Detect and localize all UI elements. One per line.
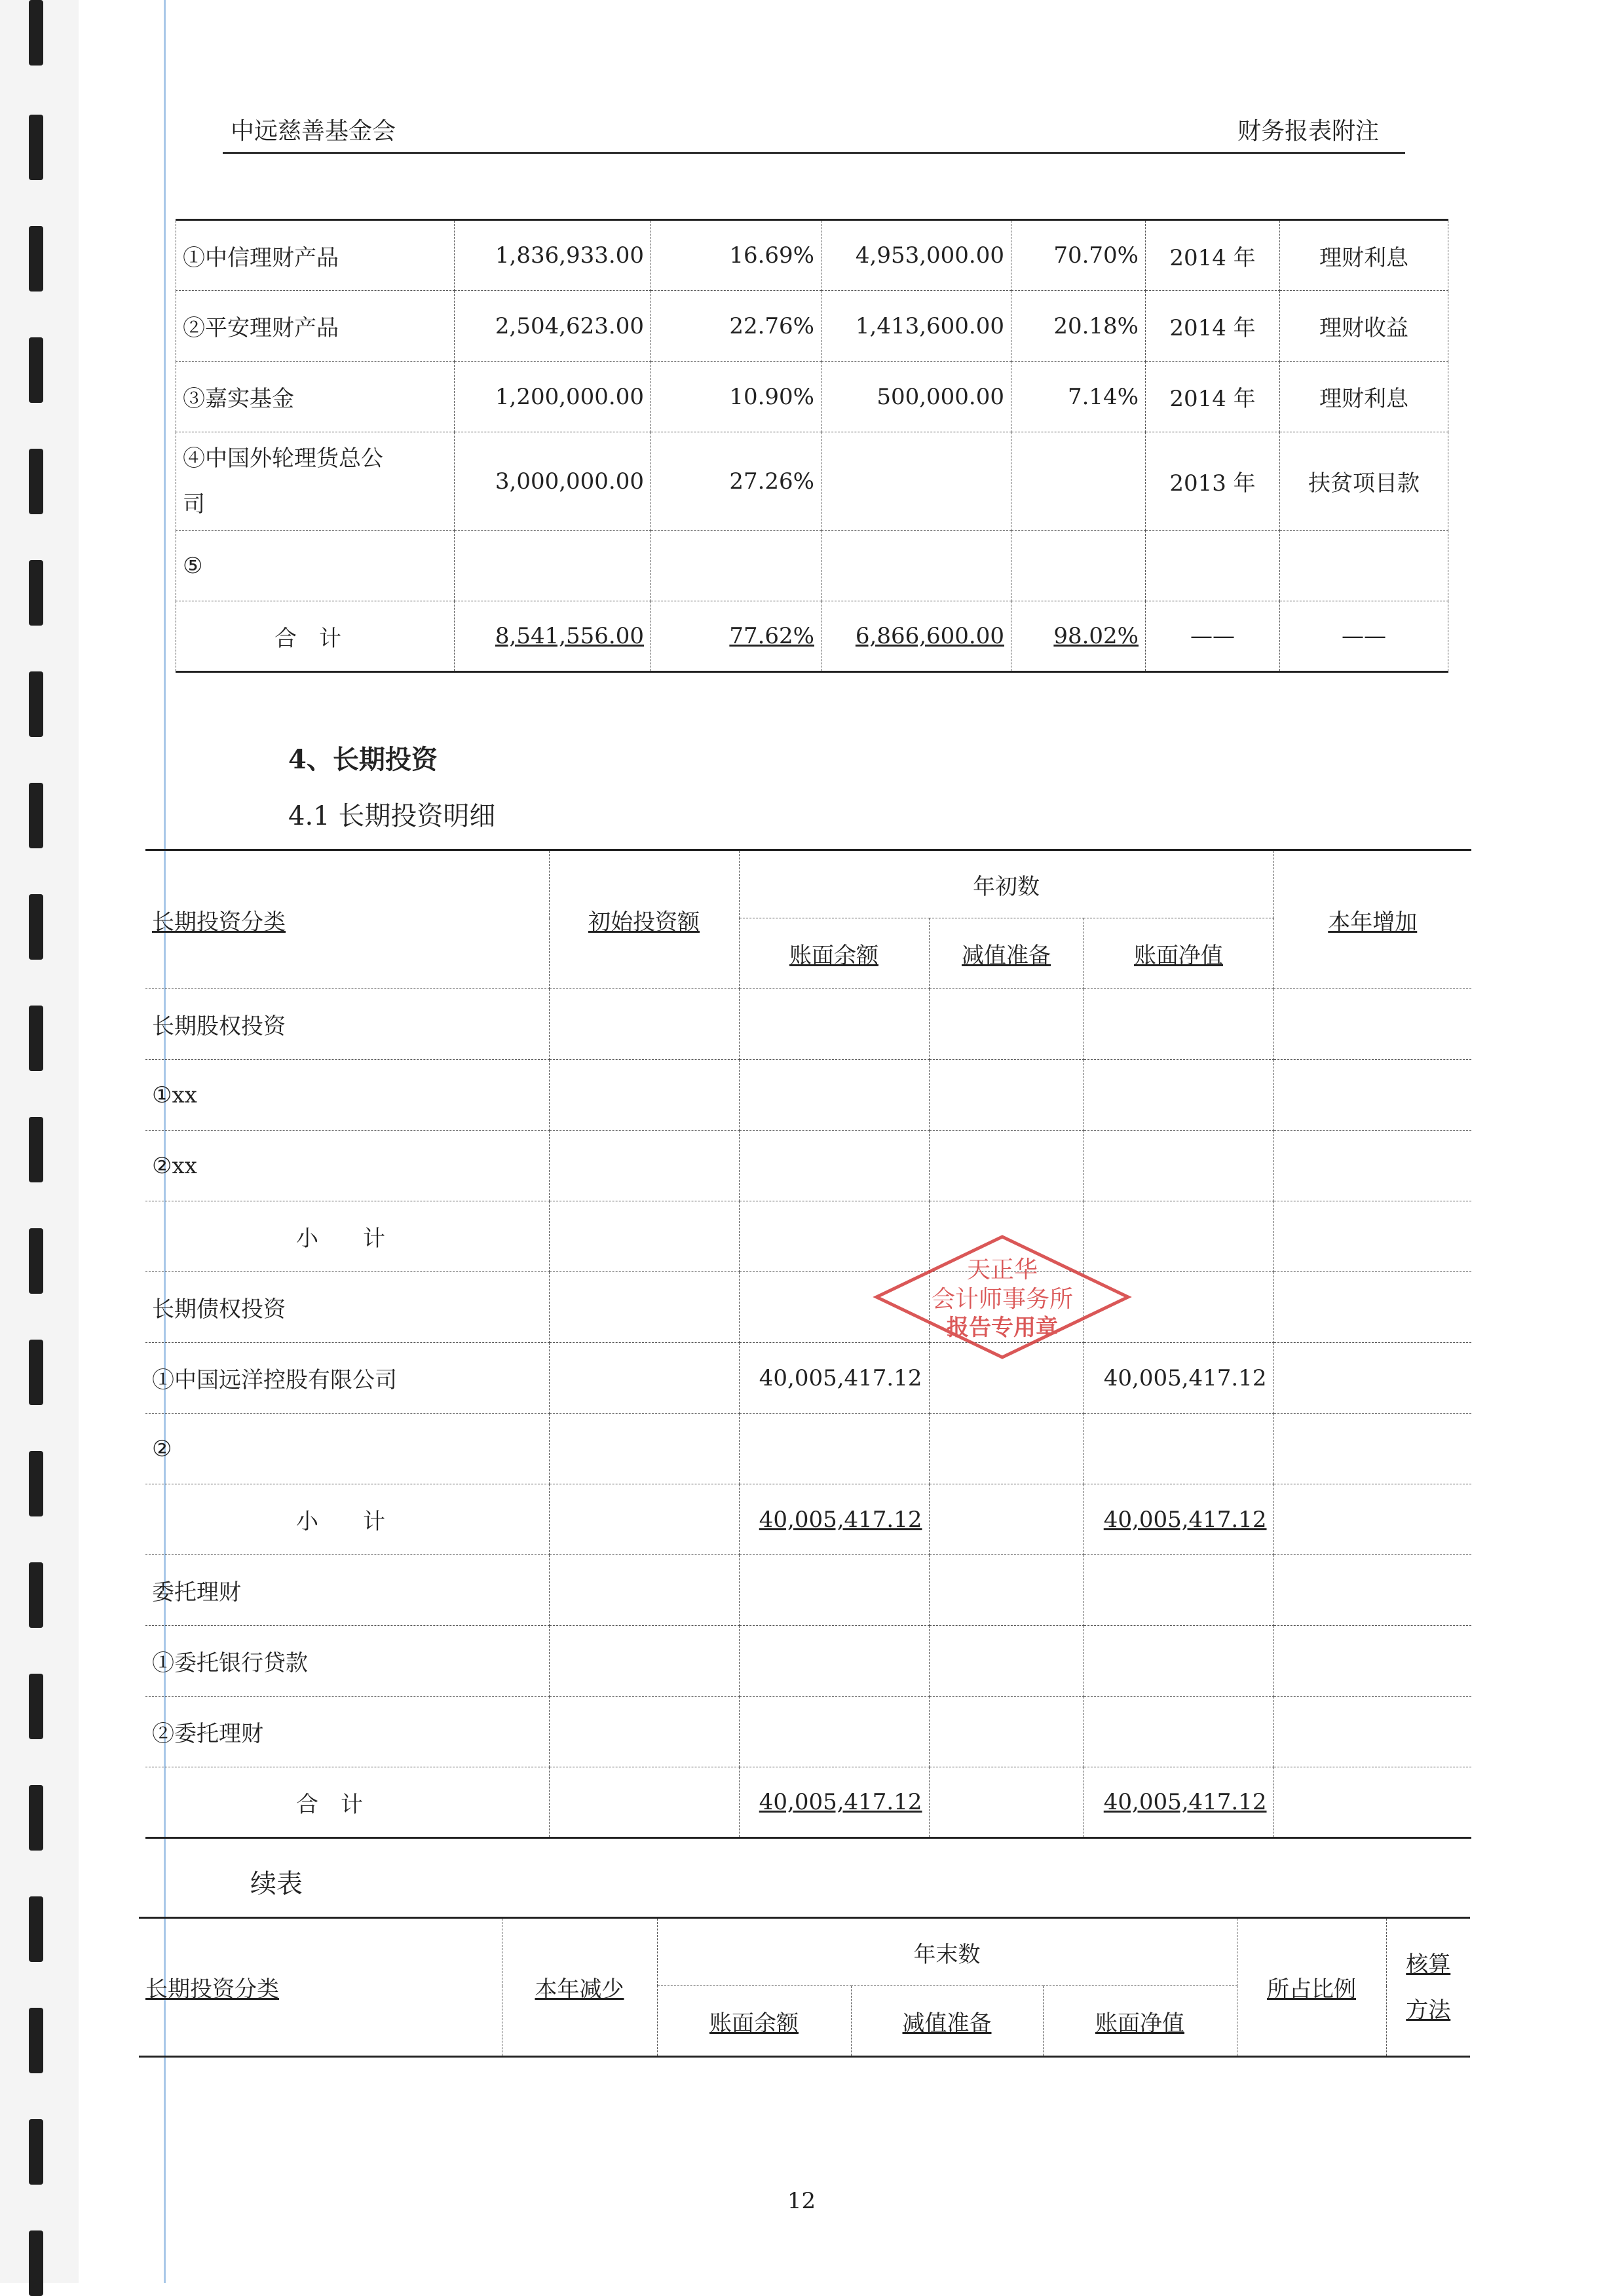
col-header-initial: 初始投资额 xyxy=(588,909,700,935)
table-row xyxy=(176,220,1448,291)
section-title: 4、长期投资 xyxy=(288,744,438,775)
table-total-row xyxy=(145,1767,1471,1838)
row-name xyxy=(176,432,455,531)
binder-hole xyxy=(29,226,43,292)
table-header-row xyxy=(139,1918,1470,1986)
cell-empty xyxy=(651,531,821,601)
row-name: ①中信理财产品 xyxy=(176,220,455,291)
investment-table-top xyxy=(176,219,1448,673)
cell-empty xyxy=(821,531,1011,601)
cell-amount: 3,000,000.00 xyxy=(455,432,651,531)
row-label: ①委托银行贷款 xyxy=(145,1626,549,1697)
row-label: 小 计 xyxy=(145,1201,549,1272)
table-row xyxy=(176,362,1448,432)
col-header-category: 长期投资分类 xyxy=(152,909,286,935)
cell-amount: 500,000.00 xyxy=(821,362,1011,432)
table-row xyxy=(176,432,1448,531)
cell-ratio: 7.14% xyxy=(1011,362,1146,432)
long-term-investment-table xyxy=(145,849,1471,1839)
row-label: ①xx xyxy=(145,1060,549,1131)
binder-hole xyxy=(29,671,43,737)
cell-ratio: 22.76% xyxy=(651,291,821,362)
binder-hole xyxy=(29,1785,43,1851)
col-header-method-line2: 方法 xyxy=(1406,1997,1451,2023)
col-header-net: 账面净值 xyxy=(1095,2010,1184,2037)
header-org: 中远慈善基金会 xyxy=(231,118,396,145)
col-header-category: 长期投资分类 xyxy=(145,1976,279,2003)
cell-empty xyxy=(1280,531,1448,601)
table-row xyxy=(176,291,1448,362)
total-label: 合 计 xyxy=(176,601,455,672)
binder-hole xyxy=(29,337,43,403)
header-doc-title: 财务报表附注 xyxy=(1237,118,1379,145)
cell-amount: 4,953,000.00 xyxy=(821,220,1011,291)
row-label: ②委托理财 xyxy=(145,1697,549,1767)
cell-purpose: 扶贫项目款 xyxy=(1280,432,1448,531)
cell-amount: 2,504,623.00 xyxy=(455,291,651,362)
cell-net: 40,005,417.12 xyxy=(1103,1789,1267,1815)
total-purpose: —— xyxy=(1280,601,1448,672)
cell-book: 40,005,417.12 xyxy=(739,1343,929,1414)
cell-ratio: 20.18% xyxy=(1011,291,1146,362)
table-row xyxy=(145,1555,1471,1626)
col-header-begin: 年初数 xyxy=(739,850,1273,918)
page-number: 12 xyxy=(787,2188,816,2214)
cell-year: 2014 年 xyxy=(1146,362,1280,432)
cell-ratio xyxy=(1011,432,1146,531)
row-label: 小 计 xyxy=(145,1484,549,1555)
row-label: ②xx xyxy=(145,1131,549,1201)
cell-net: 40,005,417.12 xyxy=(1084,1343,1273,1414)
cell-net: 40,005,417.12 xyxy=(1103,1506,1267,1533)
cell-empty xyxy=(1011,531,1146,601)
cell-amount: 1,200,000.00 xyxy=(455,362,651,432)
col-header-end: 年末数 xyxy=(657,1918,1237,1986)
binder-hole xyxy=(29,1562,43,1628)
binder-hole xyxy=(29,783,43,848)
cell-ratio: 27.26% xyxy=(651,432,821,531)
cell-book: 40,005,417.12 xyxy=(759,1506,922,1533)
continued-table xyxy=(139,1917,1470,2058)
table-row xyxy=(145,1697,1471,1767)
binder-hole xyxy=(29,115,43,180)
row-name-line2: 司 xyxy=(183,491,205,518)
row-label: ② xyxy=(145,1414,549,1484)
binder-hole xyxy=(29,1451,43,1516)
total-amount: 6,866,600.00 xyxy=(855,623,1004,649)
total-amount: 8,541,556.00 xyxy=(495,623,644,649)
col-header-decrease: 本年减少 xyxy=(535,1976,624,2003)
binder-hole xyxy=(29,1228,43,1294)
col-header-ratio: 所占比例 xyxy=(1267,1976,1356,2003)
col-header-increase: 本年增加 xyxy=(1328,909,1418,935)
table-row xyxy=(145,1060,1471,1131)
row-label: 委托理财 xyxy=(145,1555,549,1626)
col-header-book: 账面余额 xyxy=(709,2010,799,2037)
cell-empty xyxy=(455,531,651,601)
row-name-line1: ④中国外轮理货总公 xyxy=(183,445,383,472)
cell-ratio: 10.90% xyxy=(651,362,821,432)
binder-hole xyxy=(29,1117,43,1182)
cell-year: 2014 年 xyxy=(1146,291,1280,362)
cell-book: 40,005,417.12 xyxy=(759,1789,922,1815)
table-row xyxy=(145,1272,1471,1343)
row-label: 长期股权投资 xyxy=(145,989,549,1060)
cell-ratio: 16.69% xyxy=(651,220,821,291)
cell-amount xyxy=(821,432,1011,531)
binder-hole xyxy=(29,560,43,626)
col-header-impair: 减值准备 xyxy=(902,2010,992,2037)
cell-purpose: 理财利息 xyxy=(1280,220,1448,291)
row-name: ③嘉实基金 xyxy=(176,362,455,432)
binder-hole xyxy=(29,1674,43,1739)
row-name: ⑤ xyxy=(176,531,455,601)
row-label: ①中国远洋控股有限公司 xyxy=(145,1343,549,1414)
table-row xyxy=(145,1131,1471,1201)
table-subtotal-row xyxy=(145,1484,1471,1555)
binder-hole xyxy=(29,2008,43,2073)
row-name: ②平安理财产品 xyxy=(176,291,455,362)
total-year: —— xyxy=(1146,601,1280,672)
cell-year: 2014 年 xyxy=(1146,220,1280,291)
table-row xyxy=(176,531,1448,601)
table-subtotal-row xyxy=(145,1201,1471,1272)
binder-hole xyxy=(29,1006,43,1071)
binder-hole xyxy=(29,2230,43,2296)
binder-hole xyxy=(29,0,43,66)
cell-amount: 1,836,933.00 xyxy=(455,220,651,291)
cell-ratio: 70.70% xyxy=(1011,220,1146,291)
table-row xyxy=(145,1414,1471,1484)
col-header-method-line1: 核算 xyxy=(1406,1951,1451,1978)
table-header-row xyxy=(145,850,1471,918)
stamp-text-line3: 报告专用章 xyxy=(947,1315,1058,1341)
row-label: 长期债权投资 xyxy=(145,1272,549,1343)
header-rule xyxy=(223,152,1405,154)
audit-stamp xyxy=(871,1232,1133,1363)
cell-purpose: 理财利息 xyxy=(1280,362,1448,432)
section-subtitle: 4.1 长期投资明细 xyxy=(288,801,496,831)
binder-hole xyxy=(29,2119,43,2185)
binder-hole xyxy=(29,894,43,960)
table-row xyxy=(145,1343,1471,1414)
table-row xyxy=(145,989,1471,1060)
cell-empty xyxy=(1146,531,1280,601)
col-header-net: 账面净值 xyxy=(1134,943,1223,969)
cell-purpose: 理财收益 xyxy=(1280,291,1448,362)
row-label: 合 计 xyxy=(145,1767,549,1838)
binder-hole xyxy=(29,449,43,514)
table-total-row xyxy=(176,601,1448,672)
cell-amount: 1,413,600.00 xyxy=(821,291,1011,362)
total-ratio: 77.62% xyxy=(729,623,814,649)
binder-hole xyxy=(29,1340,43,1405)
cell-year: 2013 年 xyxy=(1146,432,1280,531)
total-ratio: 98.02% xyxy=(1053,623,1139,649)
binder-strip xyxy=(0,0,79,2283)
table-row xyxy=(145,1626,1471,1697)
stamp-text-line1: 天正华 xyxy=(966,1256,1038,1283)
binder-hole xyxy=(29,1896,43,1962)
stamp-text-line2: 会计师事务所 xyxy=(931,1286,1074,1313)
continued-title: 续表 xyxy=(250,1869,303,1899)
col-header-book: 账面余额 xyxy=(789,943,878,969)
col-header-impair: 减值准备 xyxy=(962,943,1051,969)
